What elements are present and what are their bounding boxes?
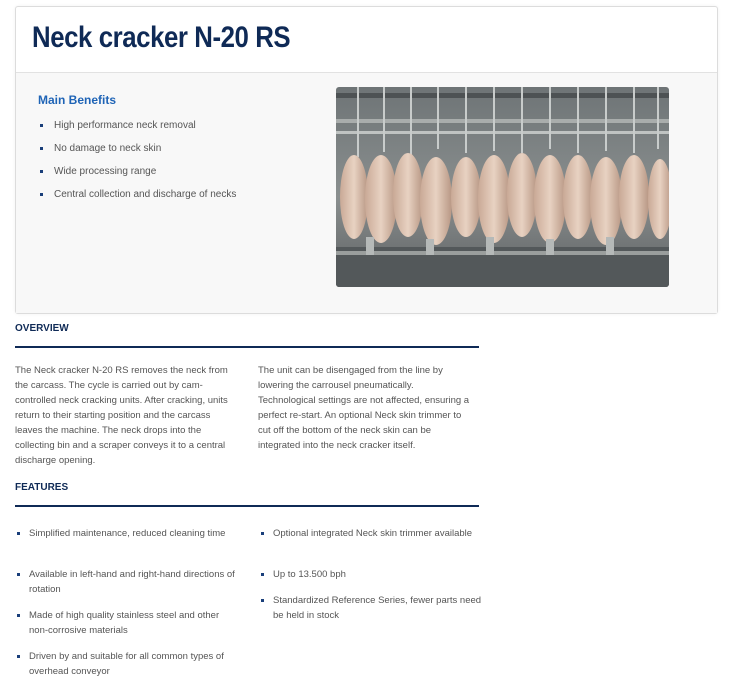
bullet-icon [261, 532, 264, 535]
benefits-heading: Main Benefits [38, 93, 117, 107]
bullet-icon [40, 193, 43, 196]
product-photo [336, 87, 669, 287]
overview-heading: OVERVIEW [15, 323, 69, 334]
bullet-icon [40, 147, 43, 150]
benefit-item: High performance neck removal [38, 119, 236, 142]
bullet-icon [40, 124, 43, 127]
bullet-icon [17, 614, 20, 617]
features-list-left [15, 526, 239, 690]
benefits-list [38, 119, 236, 211]
benefit-item: No damage to neck skin [38, 142, 236, 165]
bullet-icon [261, 573, 264, 576]
feature-item: Driven by and suitable for all common types of overhead conveyor [15, 649, 239, 690]
features-heading: FEATURES [15, 482, 69, 493]
benefit-item: Central collection and discharge of necks [38, 188, 236, 211]
features-divider [15, 505, 479, 507]
product-card [15, 6, 718, 314]
overview-divider [15, 346, 479, 348]
card-header [16, 7, 717, 73]
card-body [16, 73, 717, 313]
bullet-icon [17, 655, 20, 658]
feature-item: Optional integrated Neck skin trimmer available [259, 526, 483, 567]
bullet-icon [40, 170, 43, 173]
overview-paragraph-2: The unit can be disengaged from the line by lowering the carrousel pneumatically. Technological settings are not affected, ensuring a perfect re-start. An optional Neck skin trimmer to cut off the bottom of the neck skin can be integrated into the neck cracker itself. [258, 365, 470, 451]
overview-paragraph-1: The Neck cracker N-20 RS removes the neck from the carcass. The cycle is carried out by cam-controlled neck cracking units. After cracking, units return to their starting position and the carcass leaves the machine. The neck drops into the collecting bin and a scraper conveys it to a central discharge opening. [15, 365, 228, 466]
bullet-icon [261, 599, 264, 602]
feature-item: Simplified maintenance, reduced cleaning time [15, 526, 239, 567]
page-title: Neck cracker N-20 RS [32, 21, 291, 54]
bullet-icon [17, 573, 20, 576]
features-list-right [259, 526, 483, 634]
feature-item: Up to 13.500 bph [259, 567, 483, 593]
feature-item: Made of high quality stainless steel and other non-corrosive materials [15, 608, 239, 649]
feature-item: Standardized Reference Series, fewer parts need be held in stock [259, 593, 483, 634]
benefit-item: Wide processing range [38, 165, 236, 188]
feature-item: Available in left-hand and right-hand directions of rotation [15, 567, 239, 608]
bullet-icon [17, 532, 20, 535]
